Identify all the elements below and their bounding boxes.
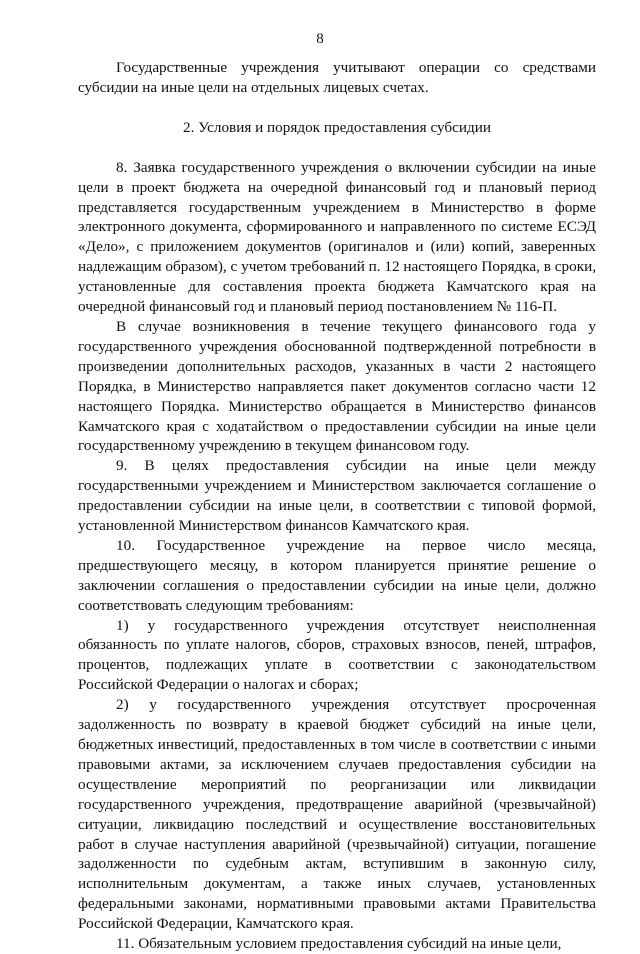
paragraph-9: 9. В целях предоставления субсидии на иные цели между государственными учреждением и Министерством заключается соглашение о предоставлении субсидии на иные цели, в соответствии с типовой формой, установленной Министерством финансов Камчатского края. — [78, 457, 596, 535]
document-body — [78, 58, 596, 954]
paragraph-10-item-2: 2) у государственного учреждения отсутствует просроченная задолженность по возврату в краевой бюджет субсидий на иные цели, бюджетных инвестиций, предоставленных в том числе в соответствии с иными правовыми актами, за исключением случаев предоставления субсидии на осуществление мероприятий по реорганизации или ликвидации государственного учреждения, предотвращение аварийной (чрезвычайной) ситуации, ликвидацию последствий и осуществление восстановительных работ в случае наступления аварийной (чрезвычайной) ситуации, погашение задолженности по судебным актам, вступившим в законную силу, исполнительным документам, а также иных случаев, установленных федеральными законами, нормативными правовыми актами Правительства Российской Федерации, Камчатского края. — [78, 696, 596, 933]
paragraph-8: 8. Заявка государственного учреждения о включении субсидии на иные цели в проект бюджета на очередной финансовый год и плановый период представляется государственным учреждением в Министерство в форме электронного документа, сформированного и направленного по системе ЕСЭД «Дело», с приложением документов (оригиналов и (или) копий, заверенных надлежащим образом), с учетом требований п. 12 настоящего Порядка, в сроки, установленные для составления проекта бюджета Камчатского края на очередной финансовый год и плановый период постановлением № 116-П. — [78, 158, 596, 316]
paragraph-8-additional: В случае возникновения в течение текущего финансового года у государственного учреждения обоснованной подтвержденной потребности в произведении дополнительных расходов, указанных в части 2 настоящего Порядка, в Министерство направляется пакет документов согласно части 12 настоящего Порядка. Министерство обращается в Министерство финансов Камчатского края с ходатайством о предоставлении субсидии на иные цели государственному учреждению в текущем финансовом году. — [78, 317, 596, 455]
paragraph-11: 11. Обязательным условием предоставления субсидий на иные цели, — [116, 935, 562, 953]
page-number: 8 — [316, 31, 324, 47]
paragraph-10: 10. Государственное учреждение на первое число месяца, предшествующего месяцу, в котором планируется принятие решение о заключении соглашения о предоставлении субсидии на иные цели, должно соответствовать следующим требованиям: — [78, 536, 596, 614]
section-heading: 2. Условия и порядок предоставления субсидии — [183, 118, 491, 136]
paragraph-10-item-1: 1) у государственного учреждения отсутствует неисполненная обязанность по уплате налогов, сборов, страховых взносов, пеней, штрафов, процентов, подлежащих уплате в соответствии с законодательством Российской Федерации о налогах и сборах; — [78, 616, 596, 694]
paragraph-accounting: Государственные учреждения учитывают операции со средствами субсидии на иные цели на отдельных лицевых счетах. — [78, 59, 596, 96]
